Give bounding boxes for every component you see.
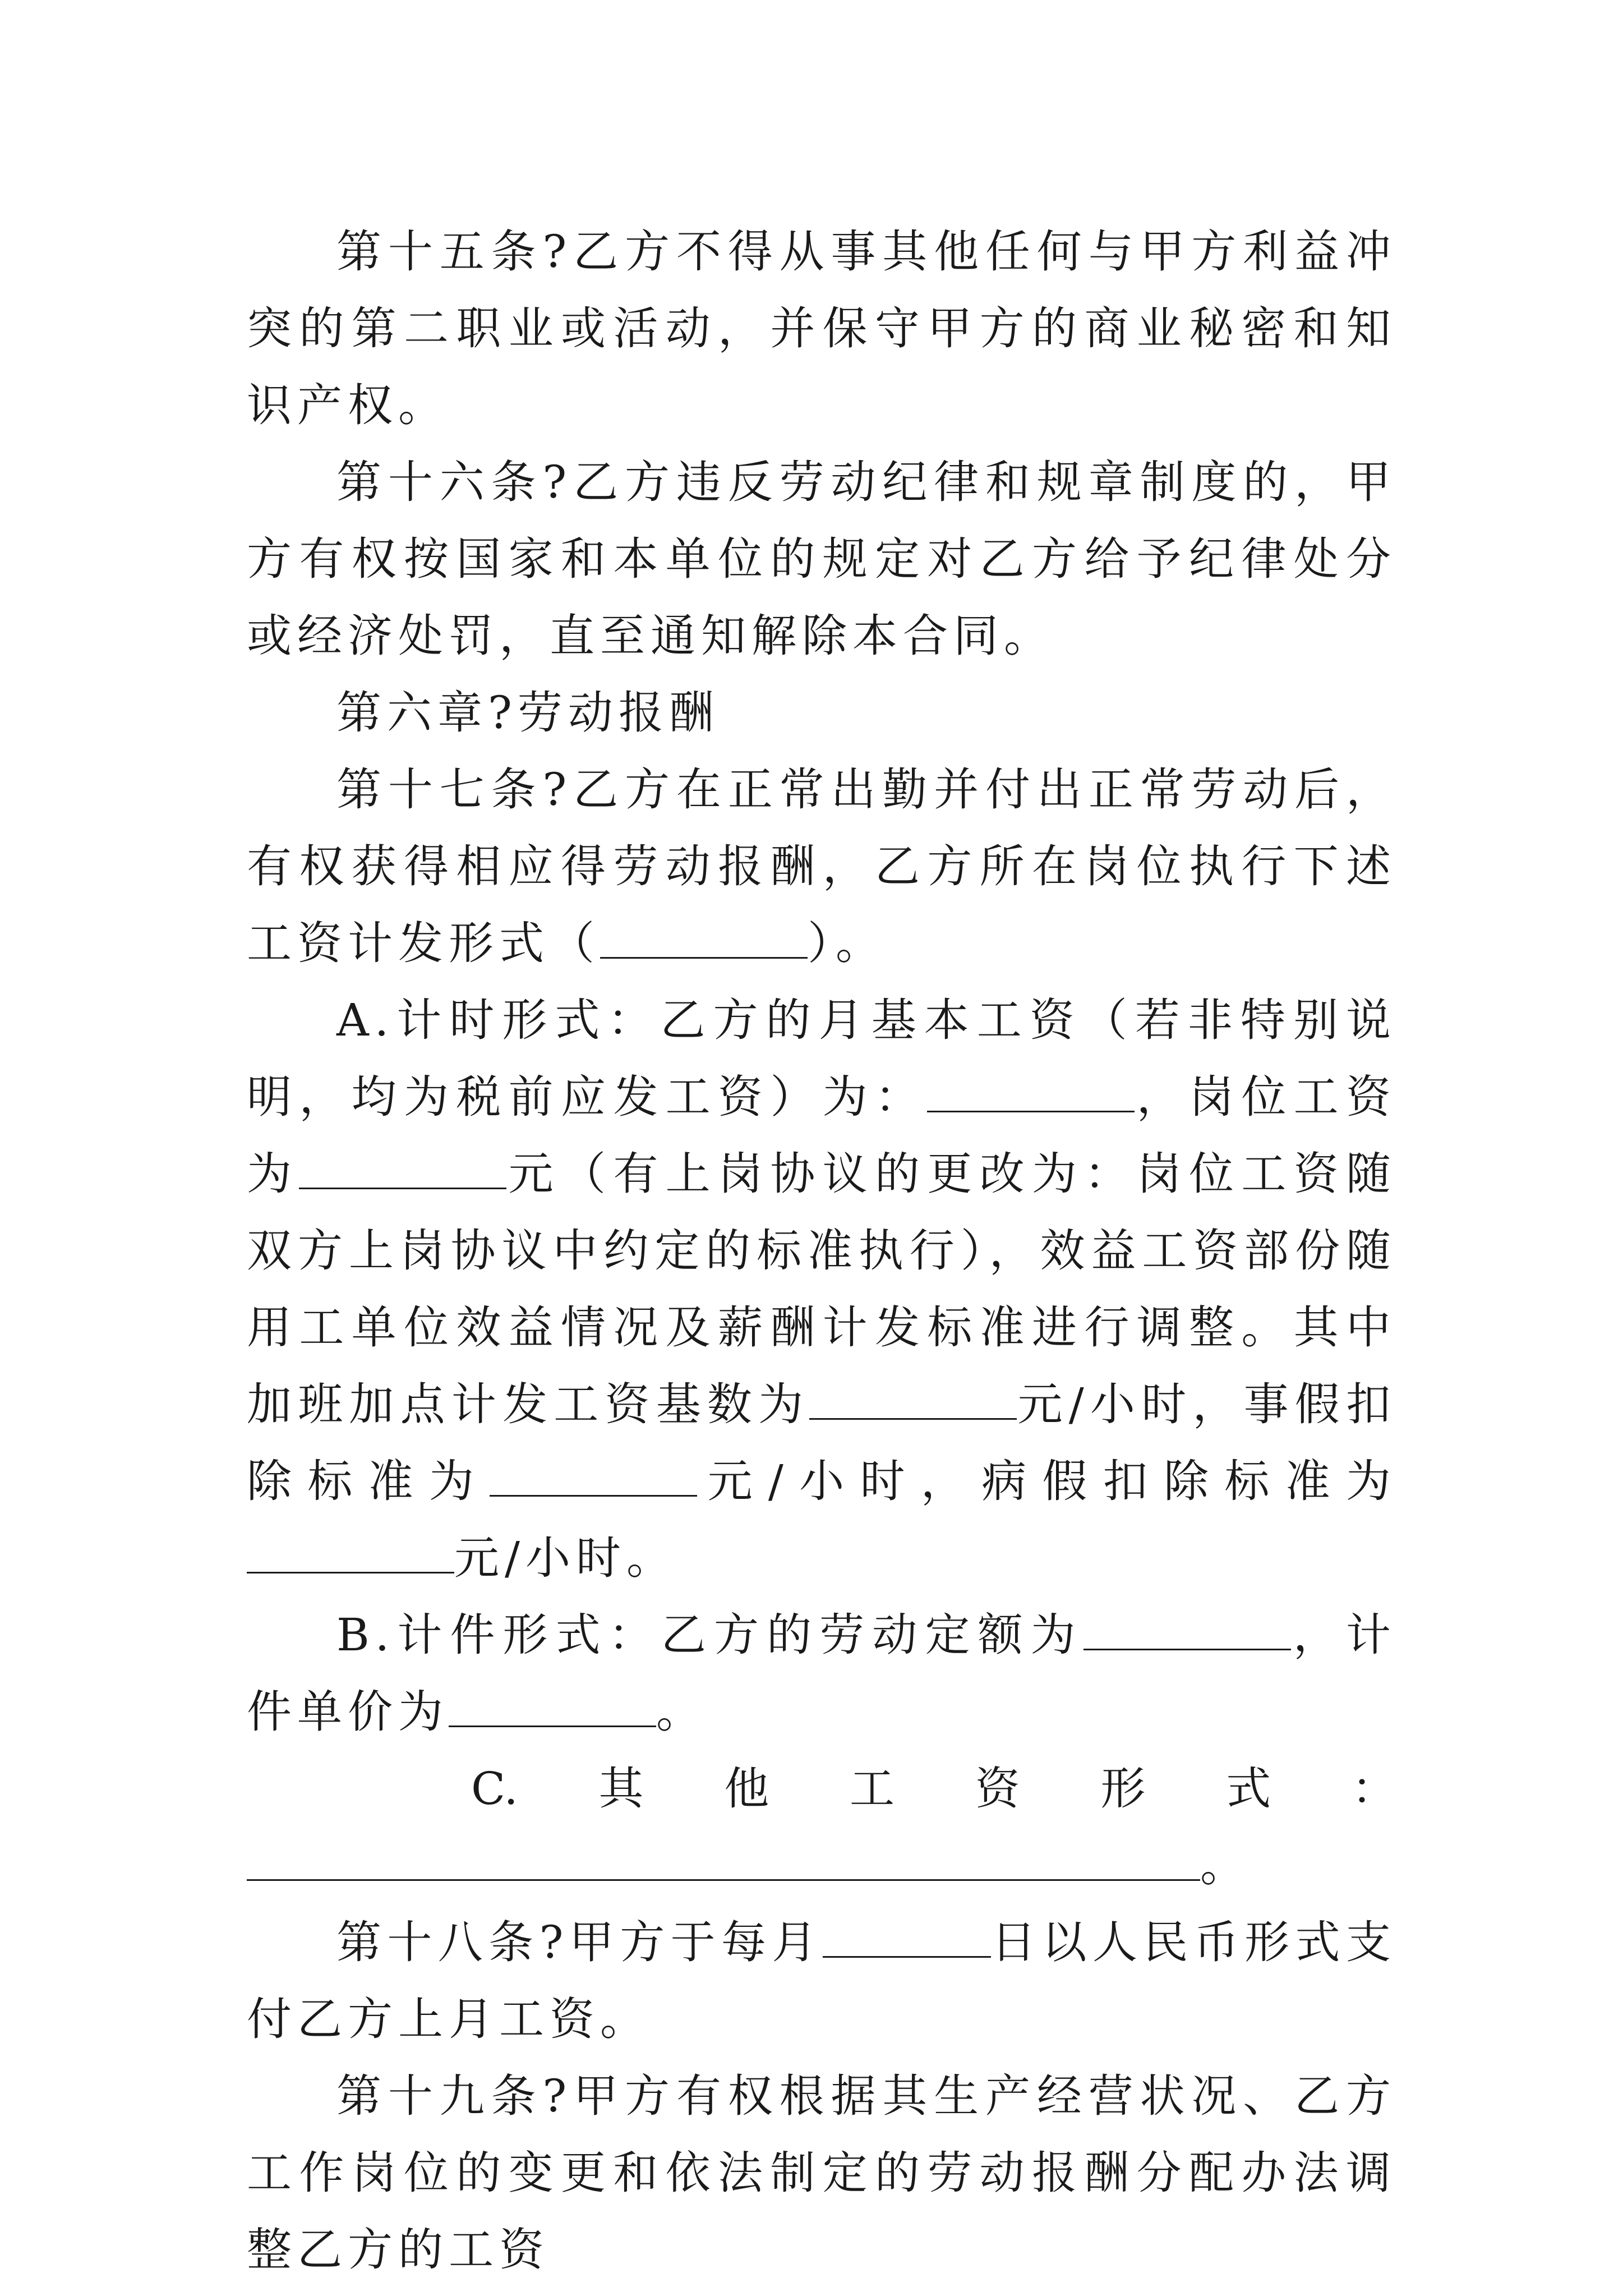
blank-line — [247, 1533, 454, 1573]
clause-a-text-3: 元（有上岗协议的更改为：岗位工资随双方上岗协议中约定的标准执行），效益工资部份随用工单位效益情况及薪酬计发标准进行调整。其中加班加点计发工资基数为 — [247, 1148, 1397, 1430]
clause-c-char: 他 — [724, 1763, 769, 1815]
clause-c-blank-line — [247, 1827, 1396, 1904]
article-17 — [247, 751, 1396, 982]
blank-line — [449, 1686, 656, 1727]
clause-c-char: ： — [1351, 1763, 1396, 1815]
clause-a-text-2: ，岗位工资为 — [247, 1071, 1397, 1200]
article-16: 第十六条?乙方违反劳动纪律和规章制度的，甲方有权按国家和本单位的规定对乙方给予纪律处分或经济处罚，直至通知解除本合同。 — [247, 456, 1396, 662]
article-19: 第十九条?甲方有权根据其生产经营状况、乙方工作岗位的变更和依法制定的劳动报酬分配办法调整乙方的工资 — [247, 2070, 1396, 2276]
clause-c-char: 式 — [1226, 1763, 1271, 1815]
blank-line — [299, 1148, 506, 1189]
blank-line — [600, 918, 808, 959]
blank-line — [1083, 1609, 1291, 1650]
clause-a-text-6: 元/小时。 — [454, 1532, 677, 1584]
chapter-6-heading: 第六章?劳动报酬 — [336, 687, 720, 739]
blank-line — [823, 1917, 991, 1958]
article-18 — [247, 1904, 1396, 2058]
clause-b — [247, 1596, 1396, 1750]
clause-c-char: 资 — [975, 1763, 1020, 1815]
blank-line — [490, 1456, 697, 1497]
blank-line — [927, 1071, 1135, 1112]
article-18-text-1: 第十八条?甲方于每月 — [336, 1916, 823, 1968]
clause-a — [247, 982, 1396, 1596]
clause-c-line — [247, 1750, 1396, 1827]
clause-c-char: C. — [471, 1763, 518, 1815]
clause-a-text-1: A.计时形式：乙方的月基本工资（若非特别说明，均为税前应发工资）为： — [247, 994, 1396, 1123]
blank-line — [809, 1379, 1017, 1420]
blank-line — [247, 1840, 1200, 1881]
clause-b-text-3: 。 — [656, 1686, 707, 1738]
clause-c-end: 。 — [1200, 1839, 1251, 1892]
article-17-text: 第十七条?乙方在正常出勤并付出正常劳动后，有权获得相应得劳动报酬，乙方所在岗位执行下述工资计发形式（ — [247, 763, 1396, 969]
article-18-text-2: 日以人民币形式支付乙方上月工资。 — [247, 1916, 1397, 2045]
clause-b-text-2: ，计件单价为 — [247, 1609, 1397, 1738]
clause-a-text-4: 元/小时，事假扣除标准为 — [247, 1378, 1397, 1507]
clause-c-char: 形 — [1100, 1763, 1146, 1815]
article-15: 第十五条?乙方不得从事其他任何与甲方利益冲突的第二职业或活动，并保守甲方的商业秘密和知识产权。 — [247, 226, 1396, 431]
clause-b-text-1: B.计件形式：乙方的劳动定额为 — [336, 1609, 1083, 1661]
document-body — [247, 213, 1396, 2288]
clause-a-text-5: 元/小时，病假扣除标准为 — [697, 1455, 1397, 1507]
clause-c-char: 其 — [598, 1763, 644, 1815]
article-17-end: ）。 — [808, 917, 886, 969]
clause-c-char: 工 — [850, 1763, 895, 1815]
